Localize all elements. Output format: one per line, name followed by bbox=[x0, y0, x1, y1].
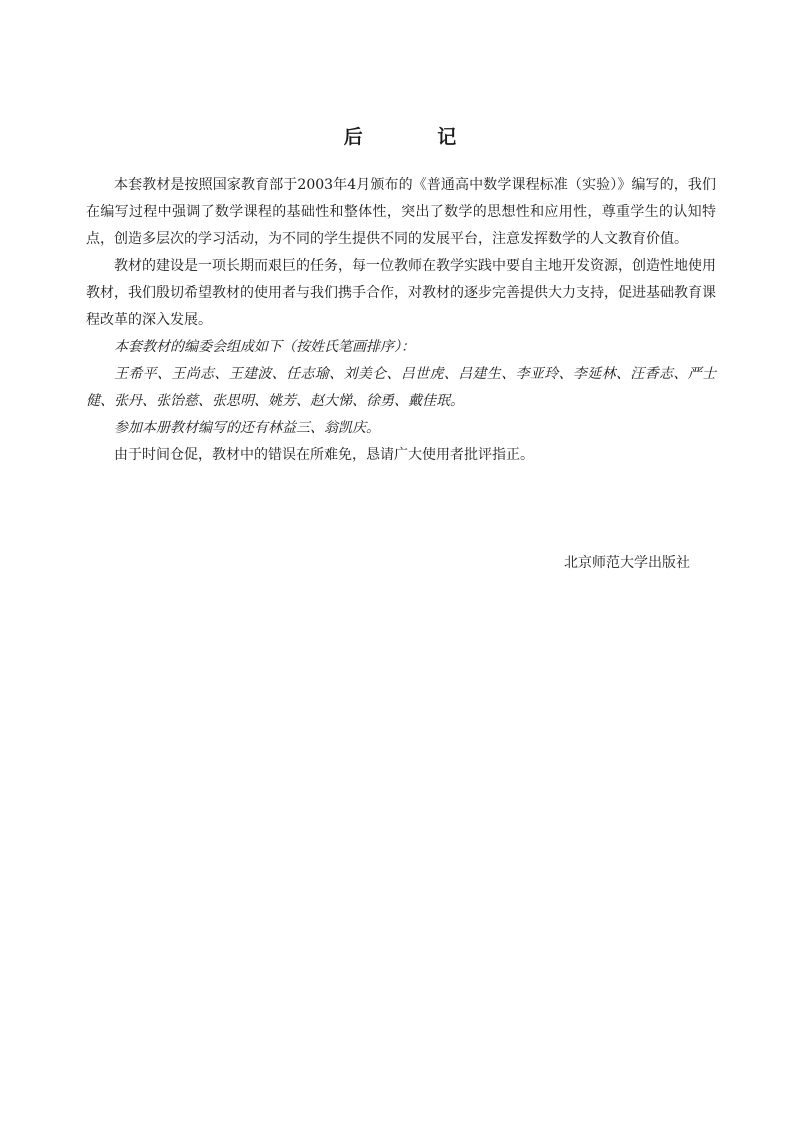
paragraph-textbook-basis: 本套教材是按照国家教育部于2003年4月颁布的《普通高中数学课程标准（实验）》编写的，我们在编写过程中强调了数学课程的基础性和整体性，突出了数学的思想性和应用性，尊重学生的认知特点，创造多层次的学习活动，为不同的学生提供不同的发展平台，注意发挥数学的人文教育价值。 bbox=[86, 177, 716, 247]
paragraph-committee-names: 王希平、王尚志、王建波、任志瑜、刘美仑、吕世虎、吕建生、李亚玲、李延林、汪香志、严士健、张丹、张饴慈、张思明、姚芳、赵大悌、徐勇、戴佳珉。 bbox=[86, 366, 716, 409]
paragraph-committee-intro: 本套教材的编委会组成如下（按姓氏笔画排序）： bbox=[114, 339, 415, 355]
document-body bbox=[86, 172, 716, 469]
paragraph-textbook-construction: 教材的建设是一项长期而艰巨的任务，每一位教师在教学实践中要自主地开发资源，创造性地使用教材，我们殷切希望教材的使用者与我们携手合作，对教材的逐步完善提供大力支持，促进基础教育课程改革的深入发展。 bbox=[86, 258, 716, 328]
paragraph-errata-note: 由于时间仓促，教材中的错误在所难免，恳请广大使用者批评指正。 bbox=[114, 447, 534, 463]
publisher-signature: 北京师范大学出版社 bbox=[564, 555, 690, 571]
page-title: 后 记 bbox=[343, 126, 491, 148]
paragraph-additional-authors: 参加本册教材编写的还有林益三、翁凯庆。 bbox=[114, 420, 380, 436]
